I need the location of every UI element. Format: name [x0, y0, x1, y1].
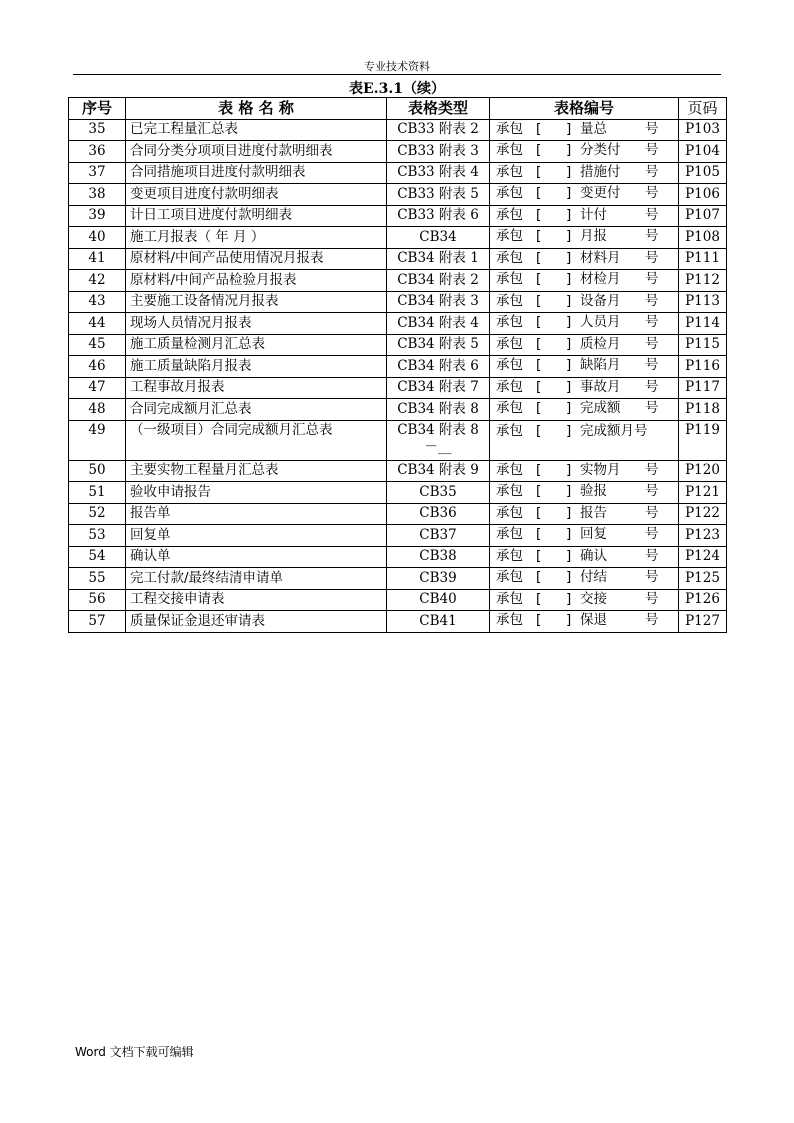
row-form-code: [490, 399, 679, 421]
row-form-type: CB38: [387, 546, 490, 568]
code-bracket-open: [: [536, 400, 542, 416]
code-prefix: 承包: [496, 292, 523, 309]
row-form-type: CB34: [387, 227, 490, 249]
code-value: 实物月: [580, 461, 621, 478]
code-value: 质检月: [580, 335, 621, 352]
code-prefix: 承包: [496, 249, 523, 266]
row-form-code: [490, 334, 679, 356]
table-row: [69, 184, 727, 206]
code-bracket-close: ]: [566, 378, 572, 395]
code-bracket-close: ]: [566, 569, 572, 585]
code-value: 月报: [580, 228, 607, 244]
row-page-number: P127: [679, 611, 727, 633]
row-form-name: 合同措施项目进度付款明细表: [126, 162, 387, 184]
row-page-number: P121: [679, 482, 727, 504]
row-page-number: P120: [679, 460, 727, 482]
code-suffix: 号: [645, 400, 659, 416]
table-row: [69, 334, 727, 356]
row-form-type: CB34 附表 2: [387, 270, 490, 292]
row-form-type: CB33 附表 6: [387, 205, 490, 227]
code-bracket-close: ]: [566, 357, 572, 373]
row-form-name: 施工质量缺陷月报表: [126, 356, 387, 378]
code-bracket-close: ]: [566, 526, 572, 542]
row-form-code: [490, 270, 679, 292]
code-prefix: 承包: [496, 483, 523, 499]
page-footer: Word 文档下载可编辑: [75, 1045, 194, 1059]
column-header-name: 表 格 名 称: [126, 98, 387, 120]
row-form-type: CB33 附表 4: [387, 162, 490, 184]
code-bracket-close: ]: [566, 400, 572, 416]
code-bracket-open: [: [536, 612, 542, 628]
row-form-code: [490, 377, 679, 399]
code-suffix: 号: [645, 292, 659, 309]
row-number: 54: [69, 546, 126, 568]
row-form-name: 主要施工设备情况月报表: [126, 291, 387, 313]
code-bracket-close: ]: [566, 314, 572, 330]
code-suffix: 号: [645, 142, 659, 158]
row-form-type: CB36: [387, 503, 490, 525]
row-form-type: CB34 附表 4: [387, 313, 490, 335]
code-bracket-close: ]: [566, 504, 572, 521]
row-page-number: P104: [679, 141, 727, 163]
row-form-name: 变更项目进度付款明细表: [126, 184, 387, 206]
code-bracket-close: ]: [566, 483, 572, 499]
row-form-name: 工程交接申请表: [126, 589, 387, 611]
row-number: 39: [69, 205, 126, 227]
code-bracket-close: ]: [566, 335, 572, 352]
table-row: [69, 399, 727, 421]
code-bracket-close: ]: [566, 142, 572, 158]
code-bracket-close: ]: [566, 590, 572, 607]
row-form-name: 确认单: [126, 546, 387, 568]
row-number: 37: [69, 162, 126, 184]
row-number: 35: [69, 119, 126, 141]
row-form-type: CB34 附表 9: [387, 460, 490, 482]
code-bracket-close: ]: [566, 120, 572, 137]
table-row: [69, 611, 727, 633]
code-suffix: 号: [645, 271, 659, 287]
code-bracket-open: [: [536, 526, 542, 542]
code-bracket-open: [: [536, 163, 542, 180]
table-row: [69, 313, 727, 335]
row-page-number: P122: [679, 503, 727, 525]
row-form-code: [490, 248, 679, 270]
code-prefix: 承包: [496, 271, 523, 287]
row-page-number: P106: [679, 184, 727, 206]
row-page-number: P124: [679, 546, 727, 568]
row-form-code: [490, 227, 679, 249]
forms-table: [68, 97, 727, 633]
code-prefix: 承包: [496, 461, 523, 478]
row-form-type: CB41: [387, 611, 490, 633]
code-bracket-close: ]: [566, 292, 572, 309]
row-page-number: P116: [679, 356, 727, 378]
code-value: 分类付: [580, 142, 621, 158]
row-form-name: 合同分类分项项目进度付款明细表: [126, 141, 387, 163]
row-form-type: CB34 附表 8 －__: [387, 420, 490, 460]
table-row: [69, 460, 727, 482]
row-form-type: CB37: [387, 525, 490, 547]
code-suffix: 号: [645, 612, 659, 628]
code-suffix: 号: [645, 504, 659, 521]
code-value: 完成额: [580, 400, 621, 416]
row-form-name: 质量保证金退还审请表: [126, 611, 387, 633]
column-header-type: 表格类型: [387, 98, 490, 120]
code-bracket-open: [: [536, 504, 542, 521]
code-bracket-open: [: [536, 547, 542, 564]
code-bracket-open: [: [536, 185, 542, 201]
code-prefix: 承包: [496, 120, 523, 137]
code-suffix: 号: [645, 569, 659, 585]
table-row: [69, 377, 727, 399]
code-suffix: 号: [645, 526, 659, 542]
row-number: 42: [69, 270, 126, 292]
code-bracket-close: ]: [566, 547, 572, 564]
row-number: 51: [69, 482, 126, 504]
code-value: 保退: [580, 612, 607, 628]
code-bracket-close: ]: [566, 249, 572, 266]
code-bracket-open: [: [536, 590, 542, 607]
row-form-name: 已完工程量汇总表: [126, 119, 387, 141]
row-page-number: P123: [679, 525, 727, 547]
row-form-type: CB34 附表 5: [387, 334, 490, 356]
row-form-code: [490, 546, 679, 568]
row-page-number: P108: [679, 227, 727, 249]
code-value: 验报: [580, 483, 607, 499]
row-number: 52: [69, 503, 126, 525]
code-prefix: 承包: [496, 228, 523, 244]
code-value: 事故月: [580, 378, 621, 395]
code-bracket-open: [: [536, 483, 542, 499]
row-form-name: 报告单: [126, 503, 387, 525]
row-form-name: 计日工项目进度付款明细表: [126, 205, 387, 227]
code-suffix: 号: [645, 249, 659, 266]
table-header-row: [69, 98, 727, 120]
row-form-type: CB34 附表 8: [387, 399, 490, 421]
table-row: [69, 482, 727, 504]
row-form-type: CB35: [387, 482, 490, 504]
code-suffix: 号: [645, 461, 659, 478]
row-form-code: [490, 460, 679, 482]
header-rule: [73, 74, 721, 75]
row-form-code: [490, 141, 679, 163]
code-prefix: 承包: [496, 422, 523, 439]
row-form-code: [490, 356, 679, 378]
row-form-name: 施工月报表（ 年 月 ）: [126, 227, 387, 249]
table-row: [69, 205, 727, 227]
row-form-code: [490, 184, 679, 206]
code-prefix: 承包: [496, 569, 523, 585]
code-suffix: 号: [645, 378, 659, 395]
row-form-type: CB33 附表 2: [387, 119, 490, 141]
row-form-code: [490, 291, 679, 313]
row-number: 43: [69, 291, 126, 313]
row-form-code: [490, 568, 679, 590]
row-page-number: P117: [679, 377, 727, 399]
row-form-name: （一级项目）合同完成额月汇总表: [126, 420, 387, 460]
code-suffix: 号: [645, 206, 659, 223]
row-form-code: [490, 611, 679, 633]
row-form-code: [490, 420, 679, 460]
code-bracket-close: ]: [566, 271, 572, 287]
table-row: [69, 525, 727, 547]
row-form-type: CB33 附表 5: [387, 184, 490, 206]
code-bracket-close: ]: [566, 461, 572, 478]
row-form-type: CB34 附表 6: [387, 356, 490, 378]
row-form-name: 原材料/中间产品使用情况月报表: [126, 248, 387, 270]
code-suffix: 号: [645, 185, 659, 201]
row-page-number: P118: [679, 399, 727, 421]
code-suffix: 号: [645, 483, 659, 499]
row-form-type: CB39: [387, 568, 490, 590]
code-value: 变更付: [580, 185, 621, 201]
column-header-code: 表格编号: [490, 98, 679, 120]
row-page-number: P114: [679, 313, 727, 335]
code-suffix: 号: [645, 590, 659, 607]
row-number: 55: [69, 568, 126, 590]
row-form-type: CB34 附表 7: [387, 377, 490, 399]
code-bracket-close: ]: [566, 422, 572, 439]
table-row: [69, 356, 727, 378]
row-form-name: 主要实物工程量月汇总表: [126, 460, 387, 482]
code-suffix: 号: [645, 335, 659, 352]
row-page-number: P103: [679, 119, 727, 141]
code-bracket-open: [: [536, 271, 542, 287]
code-prefix: 承包: [496, 590, 523, 607]
row-number: 38: [69, 184, 126, 206]
code-value: 措施付: [580, 163, 621, 180]
code-bracket-open: [: [536, 569, 542, 585]
code-value: 完成额月号: [580, 422, 648, 439]
row-number: 53: [69, 525, 126, 547]
code-prefix: 承包: [496, 526, 523, 542]
code-bracket-open: [: [536, 335, 542, 352]
row-page-number: P112: [679, 270, 727, 292]
row-number: 44: [69, 313, 126, 335]
code-suffix: 号: [645, 163, 659, 180]
row-number: 50: [69, 460, 126, 482]
row-number: 40: [69, 227, 126, 249]
code-prefix: 承包: [496, 378, 523, 395]
row-number: 57: [69, 611, 126, 633]
row-page-number: P126: [679, 589, 727, 611]
code-prefix: 承包: [496, 335, 523, 352]
code-value: 设备月: [580, 292, 621, 309]
row-page-number: P107: [679, 205, 727, 227]
row-number: 46: [69, 356, 126, 378]
table-row: [69, 162, 727, 184]
row-number: 56: [69, 589, 126, 611]
code-suffix: 号: [645, 228, 659, 244]
code-prefix: 承包: [496, 547, 523, 564]
table-row: [69, 546, 727, 568]
row-form-name: 施工质量检测月汇总表: [126, 334, 387, 356]
code-bracket-open: [: [536, 228, 542, 244]
code-prefix: 承包: [496, 206, 523, 223]
code-value: 回复: [580, 526, 607, 542]
table-row: [69, 503, 727, 525]
code-bracket-open: [: [536, 120, 542, 137]
row-form-code: [490, 119, 679, 141]
code-bracket-open: [: [536, 206, 542, 223]
code-value: 报告: [580, 504, 607, 521]
row-form-code: [490, 503, 679, 525]
code-bracket-open: [: [536, 249, 542, 266]
code-bracket-open: [: [536, 292, 542, 309]
row-number: 36: [69, 141, 126, 163]
code-bracket-close: ]: [566, 228, 572, 244]
code-value: 材检月: [580, 271, 621, 287]
row-form-name: 工程事故月报表: [126, 377, 387, 399]
code-bracket-open: [: [536, 142, 542, 158]
row-form-code: [490, 313, 679, 335]
code-value: 量总: [580, 120, 607, 137]
code-suffix: 号: [645, 120, 659, 137]
code-bracket-open: [: [536, 378, 542, 395]
table-row: [69, 248, 727, 270]
row-form-code: [490, 589, 679, 611]
row-form-name: 合同完成额月汇总表: [126, 399, 387, 421]
table-row: [69, 589, 727, 611]
row-number: 48: [69, 399, 126, 421]
row-form-type: CB34 附表 3: [387, 291, 490, 313]
row-number: 49: [69, 420, 126, 460]
row-page-number: P115: [679, 334, 727, 356]
row-page-number: P119: [679, 420, 727, 460]
row-page-number: P105: [679, 162, 727, 184]
row-number: 41: [69, 248, 126, 270]
code-bracket-close: ]: [566, 185, 572, 201]
table-row: [69, 568, 727, 590]
code-prefix: 承包: [496, 185, 523, 201]
code-suffix: 号: [645, 314, 659, 330]
code-value: 人员月: [580, 314, 621, 330]
table-title: 表E.3.1（续）: [349, 81, 445, 97]
code-prefix: 承包: [496, 504, 523, 521]
row-form-name: 原材料/中间产品检验月报表: [126, 270, 387, 292]
code-bracket-close: ]: [566, 163, 572, 180]
code-suffix: 号: [645, 547, 659, 564]
row-number: 45: [69, 334, 126, 356]
code-prefix: 承包: [496, 163, 523, 180]
code-prefix: 承包: [496, 142, 523, 158]
row-number: 47: [69, 377, 126, 399]
table-row: [69, 227, 727, 249]
row-page-number: P111: [679, 248, 727, 270]
code-bracket-open: [: [536, 461, 542, 478]
table-row: [69, 141, 727, 163]
row-form-name: 现场人员情况月报表: [126, 313, 387, 335]
code-bracket-open: [: [536, 357, 542, 373]
code-bracket-close: ]: [566, 206, 572, 223]
code-prefix: 承包: [496, 357, 523, 373]
row-form-name: 完工付款/最终结清申请单: [126, 568, 387, 590]
code-prefix: 承包: [496, 400, 523, 416]
table-row: [69, 291, 727, 313]
code-prefix: 承包: [496, 612, 523, 628]
column-header-page: 页码: [679, 98, 727, 120]
code-bracket-close: ]: [566, 612, 572, 628]
row-page-number: P125: [679, 568, 727, 590]
row-form-type: CB40: [387, 589, 490, 611]
row-form-name: 验收申请报告: [126, 482, 387, 504]
table-row: [69, 420, 727, 460]
row-form-code: [490, 162, 679, 184]
code-bracket-open: [: [536, 314, 542, 330]
table-row: [69, 270, 727, 292]
code-bracket-open: [: [536, 422, 542, 439]
table-row: [69, 119, 727, 141]
row-form-code: [490, 525, 679, 547]
row-form-type: CB33 附表 3: [387, 141, 490, 163]
code-value: 计付: [580, 206, 607, 223]
code-value: 交接: [580, 590, 607, 607]
code-value: 材料月: [580, 249, 621, 266]
code-value: 付结: [580, 569, 607, 585]
code-prefix: 承包: [496, 314, 523, 330]
code-value: 缺陷月: [580, 357, 621, 373]
row-page-number: P113: [679, 291, 727, 313]
code-value: 确认: [580, 547, 607, 564]
page-header: 专业技术资料: [364, 60, 430, 73]
row-form-type: CB34 附表 1: [387, 248, 490, 270]
column-header-no: 序号: [69, 98, 126, 120]
code-suffix: 号: [645, 357, 659, 373]
row-form-name: 回复单: [126, 525, 387, 547]
row-form-code: [490, 205, 679, 227]
row-form-code: [490, 482, 679, 504]
